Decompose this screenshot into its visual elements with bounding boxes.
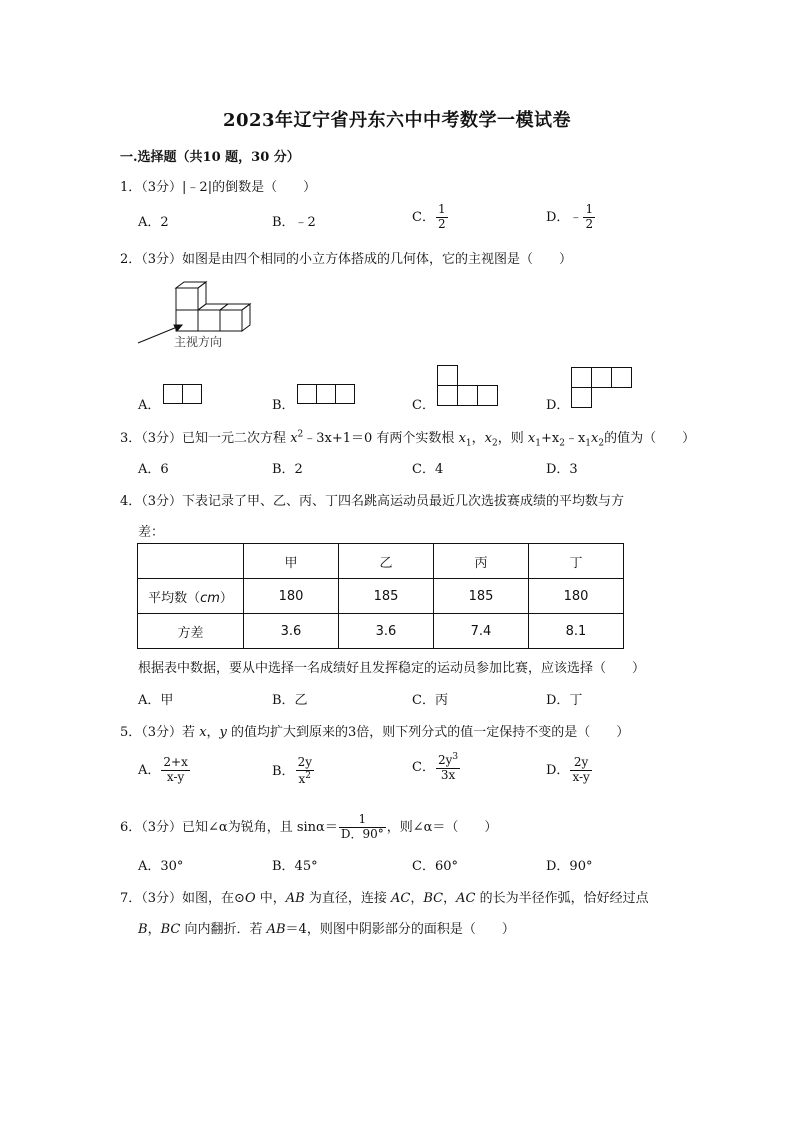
q1-option-c: C． $\frac{1}{2}$ [412,202,446,231]
question-7-stem-line1: 7．（3分）如图，在⊙O 中，AB 为直径，连接 AC，BC，AC 的长为半径作弧，恰好经过点 [120,891,649,906]
table-header-cell: 丙 [434,544,529,579]
question-4-stem-line1: 4．（3分）下表记录了甲、乙、丙、丁四名跳高运动员最近几次选拔赛成绩的平均数与方 [120,494,625,509]
question-4-prompt: 根据表中数据，要从中选择一名成绩好且发挥稳定的运动员参加比赛，应该选择（ ） [138,661,646,676]
athlete-stats-table [137,543,624,649]
view-direction-label: 主视方向 [174,335,223,349]
q2-option-b-figure [297,384,357,406]
question-4-stem-line2: 差： [138,525,165,540]
fraction: $\frac{2y^3}{3x}$ [437,752,459,782]
question-2-stem: 2．（3分）如图是由四个相同的小立方体搭成的几何体，它的主视图是（ ） [120,252,573,267]
q4-option-a: A．甲 [138,693,174,708]
fraction: $\frac{2y}{x-y}$ [572,755,590,784]
table-header-cell: 乙 [339,544,434,579]
q2-option-c-label: C． [412,398,435,413]
q2-option-c-figure [437,365,499,407]
table-row [138,579,624,614]
fraction: $\frac{2y}{x^2}$ [297,755,312,786]
q5-option-a: A． $\frac{2+x}{x-y}$ [138,755,188,784]
table-row [138,614,624,649]
fraction: $\frac{2+x}{x-y}$ [163,755,188,784]
q1-option-d: D．﹣ $\frac{1}{2}$ [546,202,594,231]
table-header-cell: 甲 [244,544,339,579]
section-heading: 一.选择题（共10 题，30 分） [120,150,300,165]
q3-option-d: D．3 [546,462,578,477]
row-label-mean: 平均数（cm） [138,579,244,614]
table-cell: 185 [434,579,529,614]
q2-option-a-label: A． [138,398,161,413]
q6-option-c: C．60° [412,859,458,874]
question-6-stem: 6．（3分）已知∠α为锐角，且 sinα＝ $\frac{1}{D.90^\circ}$ ，则∠α＝（ ） [120,812,498,841]
question-5-stem: 5．（3分）若 x，y 的值均扩大到原来的3倍，则下列分式的值一定保持不变的是（ ） [120,725,630,740]
q1-option-b: B．﹣2 [272,215,316,230]
table-cell: 185 [339,579,434,614]
q6-option-b: B．45° [272,859,318,874]
table-cell: 180 [244,579,339,614]
table-cell: 180 [529,579,624,614]
table-cell: 3.6 [244,614,339,649]
q5-option-c: C． $\frac{2y^3}{3x}$ [412,752,459,782]
table-cell: 7.4 [434,614,529,649]
table-header-cell [138,544,244,579]
q1-option-a: A．2 [138,215,169,230]
q2-option-d-label: D． [546,398,570,413]
fraction: $\frac{1}{D.90^\circ}$ [340,812,384,841]
q3-option-c: C．4 [412,462,444,477]
table-cell: 3.6 [339,614,434,649]
table-header-row [138,544,624,579]
q2-option-a-figure [163,384,203,406]
question-1-stem: 1．（3分）|﹣2|的倒数是（ ） [120,180,317,195]
fraction: $\frac{1}{2}$ [437,202,446,231]
q6-option-d: D．90° [546,859,593,874]
q2-option-b-label: B． [272,398,295,413]
page-title: 2023年辽宁省丹东六中中考数学一模试卷 [222,110,572,131]
table-header-cell: 丁 [529,544,624,579]
q3-option-a: A．6 [138,462,169,477]
q6-option-a: A．30° [138,859,184,874]
q4-option-b: B．乙 [272,693,308,708]
row-label-variance: 方差 [138,614,244,649]
q3-option-b: B．2 [272,462,303,477]
q4-option-d: D．丁 [546,693,583,708]
question-3-stem: 3．（3分）已知一元二次方程 $x^2﹣3x+1=0$ 有两个实数根 $x_1$，$x_2$，则 $x_1+x_2﹣x_1x_2$的值为（ ） [120,429,696,449]
fraction: $\frac{1}{2}$ [585,202,594,231]
q2-option-d-figure [571,367,633,409]
q5-option-d: D． $\frac{2y}{x-y}$ [546,755,590,784]
question-7-stem-line2: B，BC 向内翻折．若 AB＝4，则图中阴影部分的面积是（ ） [138,922,515,937]
q5-option-b: B． $\frac{2y}{x^2}$ [272,755,312,786]
table-cell: 8.1 [529,614,624,649]
q4-option-c: C．丙 [412,693,448,708]
